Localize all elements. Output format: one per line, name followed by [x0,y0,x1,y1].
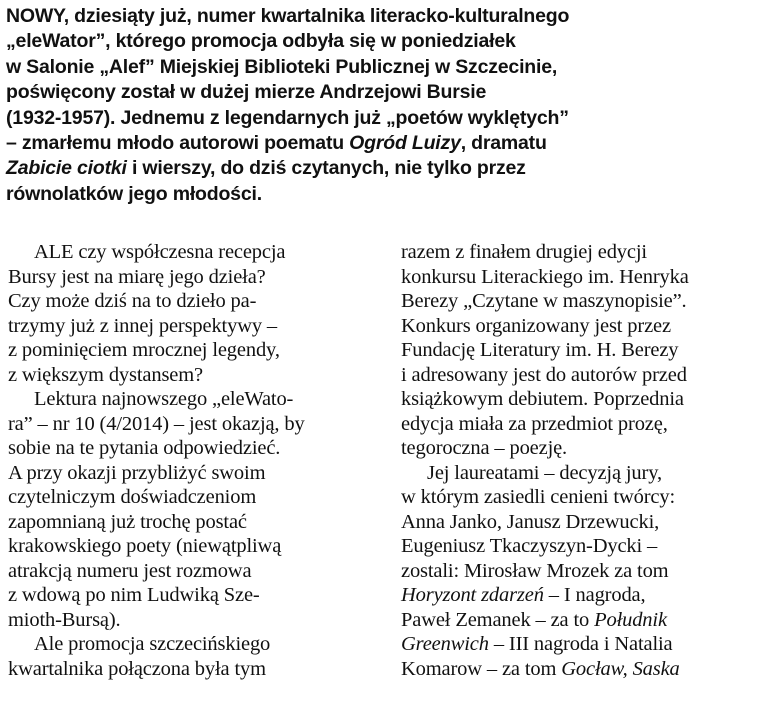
lead-line [6,131,774,156]
body-line: krakowskiego poety (niewątpliwą [8,535,282,557]
body-line: zapomnianą już trochę postać [8,510,247,533]
body-text: – I nagroda, [543,584,646,606]
body-line: Ale promocja szczecińskiego [34,633,271,655]
body-line: Czy może dziś na to dzieło pa- [8,290,257,312]
body-line: czytelniczym doświadczeniom [8,486,257,508]
body-line [401,608,777,633]
title-ogrod-luizy: Ogród Luizy [349,131,461,154]
body-line: z większym dystansem? [8,363,203,386]
body-line: w którym zasiedli cenieni twórcy: [401,486,675,508]
lead-text: i wierszy, do dziś czytanych, nie tylko przez [126,157,526,180]
lead-line: „eleWator”, którego promocja odbyła się w poniedziałek [6,30,516,53]
title-horyzont-zdarzen: Horyzont zdarzeń [401,584,544,606]
lead-line: równolatków jego młodości. [6,182,262,205]
body-line: sobie na te pytania odpowiedzieć. [8,437,281,459]
body-line: kwartalnika połączona była tym [8,657,266,680]
left-column [8,240,384,681]
body-line: książkowym debiutem. Poprzednia [401,388,684,410]
title-zabicie-ciotki: Zabicie ciotki [6,157,127,180]
body-line: tegoroczna – poezję. [401,437,568,459]
body-text: Komarow – za tom [401,657,557,680]
right-column [401,240,777,681]
body-line: Eugeniusz Tkaczyszyn-Dycki – [401,535,658,557]
body-line: konkursu Literackiego im. Henryka [401,265,689,288]
body-line: Berezy „Czytane w maszynopisie”. [401,290,687,312]
lead-line: (1932-1957). Jednemu z legendarnych już „poetów wyklętych” [6,106,569,129]
body-line: zostali: Mirosław Mrozek za tom [401,559,669,582]
body-line: Bursy jest na miarę jego dzieła? [8,265,266,288]
body-line: Lektura najnowszego „eleWato- [34,388,294,410]
body-line: Konkurs organizowany jest przez [401,314,671,337]
body-line [401,657,777,682]
lead-line [6,156,774,181]
body-text: Paweł Zemanek – za to [401,608,590,631]
lead-line: NOWY, dziesiąty już, numer kwartalnika literacko-kulturalnego [6,5,570,27]
body-line: atrakcją numeru jest rozmowa [8,559,252,582]
body-line: z wdową po nim Ludwiką Sze- [8,584,260,606]
body-line [401,583,777,608]
body-line: A przy okazji przybliżyć swoim [8,461,266,484]
body-line: Jej laureatami – decyzją jury, [427,461,662,484]
body-line: i adresowany jest do autorów przed [401,363,687,386]
body-text: – III nagroda i Natalia [488,633,673,655]
body-line: edycja miała za przedmiot prozę, [401,412,668,435]
body-line [401,632,777,657]
lead-line: w Salonie „Alef” Miejskiej Biblioteki Publicznej w Szczecinie, [6,55,558,78]
body-line: z pominięciem mrocznej legendy, [8,339,280,361]
title-poludnik: Południk [594,608,667,631]
body-line: Fundację Literatury im. H. Berezy [401,339,679,361]
body-line: ra” – nr 10 (4/2014) – jest okazją, by [8,412,305,435]
body-line: trzymy już z innej perspektywy – [8,314,278,337]
title-greenwich: Greenwich [401,633,489,655]
lead-text: – zmarłemu młodo autorowi poematu [6,131,344,154]
lead-text: , dramatu [460,131,547,154]
lead-line: poświęcony został w dużej mierze Andrzejowi Bursie [6,81,487,104]
body-line: ALE czy współczesna recepcja [34,241,286,263]
article-body [0,240,778,718]
body-line: mioth-Bursą). [8,608,121,631]
body-line: Anna Janko, Janusz Drzewucki, [401,510,660,533]
title-goclaw-saska: Gocław, Saska [561,657,680,680]
lead-paragraph [6,4,774,207]
body-line: razem z finałem drugiej edycji [401,241,647,263]
